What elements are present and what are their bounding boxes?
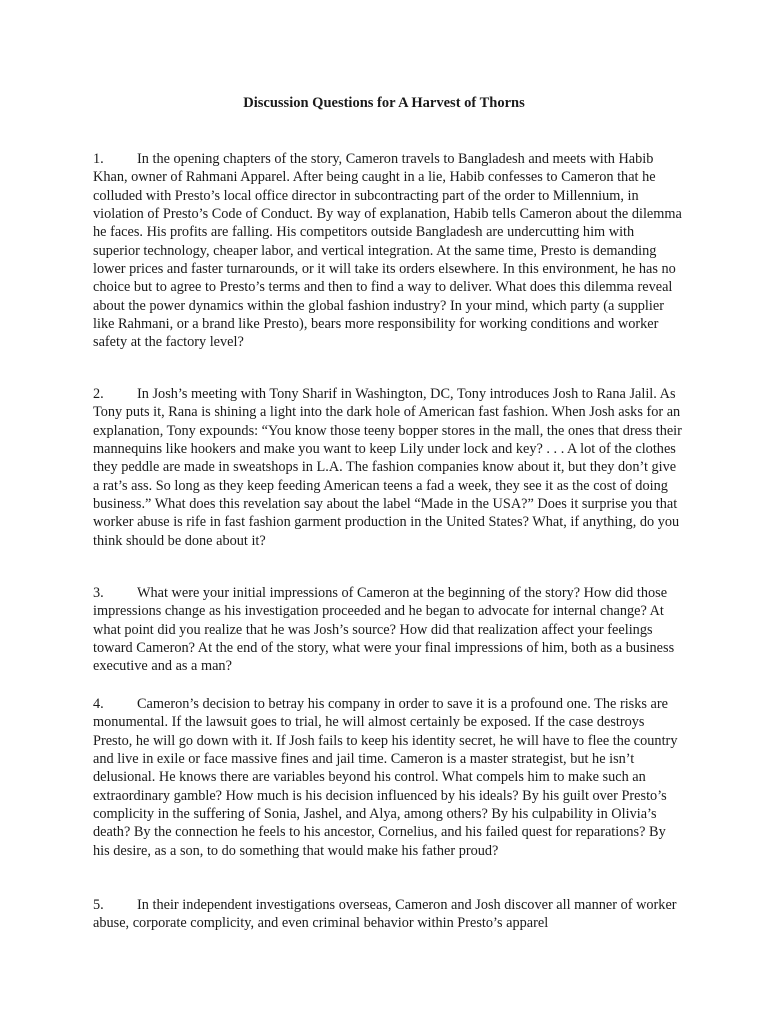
question-1 bbox=[93, 150, 683, 352]
document-title: Discussion Questions for A Harvest of Thorns bbox=[243, 95, 525, 111]
question-4 bbox=[93, 695, 683, 860]
question-3 bbox=[93, 584, 683, 676]
question-text: In Josh’s meeting with Tony Sharif in Washington, DC, Tony introduces Josh to Rana Jalil. As Tony puts it, Rana is shining a light into the dark hole of American fast fashion. When Josh asks for an explanation, Tony expounds: “You know those teeny bopper stores in the mall, the ones that dress their mannequins like hookers and make you want to keep Lily under lock and key? . . . A lot of the clothes they peddle are made in sweatshops in L.A. The fashion companies know about it, but they don’t give a rat’s ass. So long as they keep feeding American teens a fad a week, they see it as the cost of doing business.” What does this revelation say about the label “Made in the USA?” Does it surprise you that worker abuse is rife in fast fashion garment production in the United States? What, if anything, do you think should be done about it? bbox=[93, 386, 682, 549]
question-2 bbox=[93, 385, 683, 550]
question-number: 4. bbox=[93, 696, 104, 712]
question-text: In their independent investigations overseas, Cameron and Josh discover all manner of worker abuse, corporate complicity, and even criminal behavior within Presto’s apparel bbox=[93, 897, 677, 932]
question-5 bbox=[93, 896, 683, 933]
question-number: 2. bbox=[93, 386, 104, 402]
question-text: In the opening chapters of the story, Cameron travels to Bangladesh and meets with Habib Khan, owner of Rahmani Apparel. After being caught in a lie, Habib confesses to Cameron that he colluded with Presto’s local office director in subcontracting part of the order to Millennium, in violation of Presto’s Code of Conduct. By way of explanation, Habib tells Cameron about the dilemma he faces. His profits are falling. His competitors outside Bangladesh are undercutting him with superior technology, cheaper labor, and vertical integration. At the same time, Presto is demanding lower prices and faster turnarounds, or it will take its orders elsewhere. In this environment, he has no choice but to agree to Presto’s terms and then to find a way to deliver. What does this dilemma reveal about the power dynamics within the global fashion industry? In your mind, which party (a supplier like Rahmani, or a brand like Presto), bears more responsibility for working conditions and worker safety at the factory level? bbox=[93, 151, 682, 351]
question-text: Cameron’s decision to betray his company in order to save it is a profound one. The risks are monumental. If the lawsuit goes to trial, he will almost certainly be exposed. If the case destroys Presto, he will go down with it. If Josh fails to keep his identity secret, he will have to flee the country and live in exile or face massive fines and jail time. Cameron is a master strategist, but he isn’t delusional. He knows there are variables beyond his control. What compels him to make such an extraordinary gamble? How much is his decision influenced by his ideals? By his guilt over Presto’s complicity in the suffering of Sonia, Jashel, and Alya, among others? By his culpability in Olivia’s death? By the connection he feels to his ancestor, Cornelius, and his failed quest for reparations? By his desire, as a son, to do something that would make his father proud? bbox=[93, 696, 678, 859]
question-number: 5. bbox=[93, 897, 104, 913]
question-text: What were your initial impressions of Cameron at the beginning of the story? How did those impressions change as his investigation proceeded and he began to advocate for internal change? At what point did you realize that he was Josh’s source? How did that realization affect your feelings toward Cameron? At the end of the story, what were your final impressions of him, both as a business executive and as a man? bbox=[93, 585, 675, 675]
question-number: 1. bbox=[93, 151, 104, 167]
question-number: 3. bbox=[93, 585, 104, 601]
